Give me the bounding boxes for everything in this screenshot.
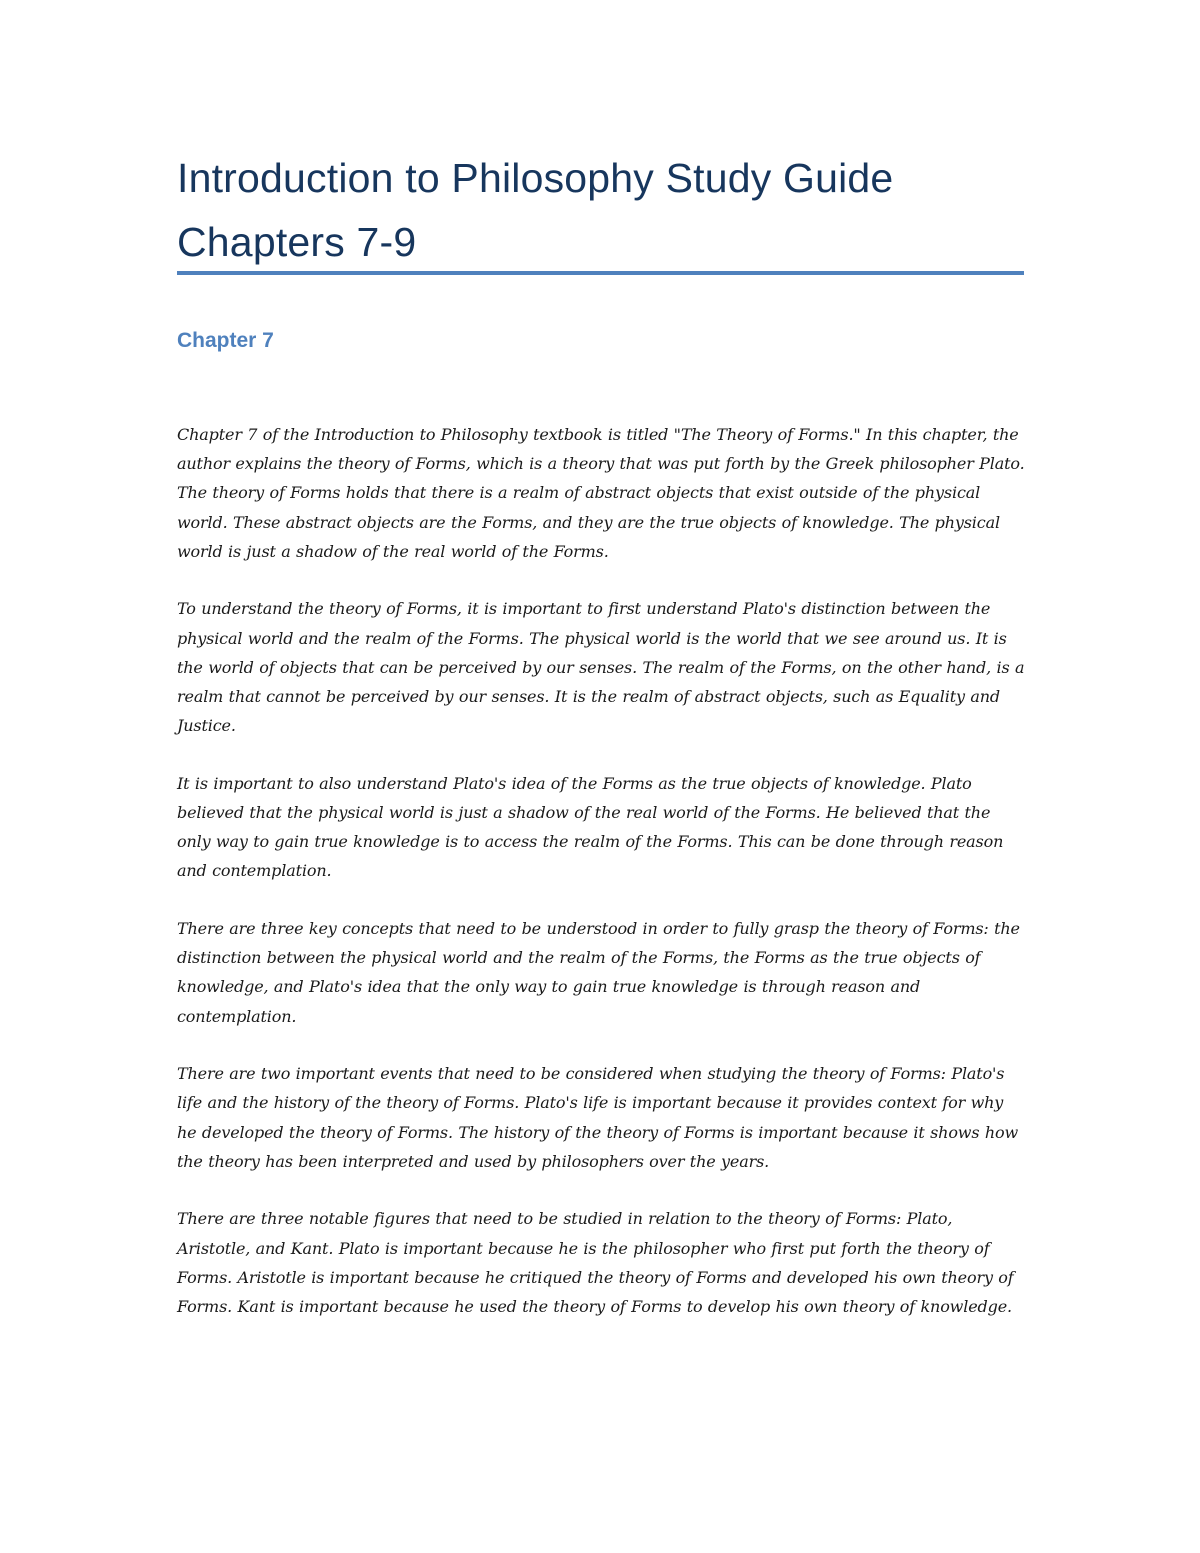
- paragraph-4: There are three key concepts that need to be understood in order to fully grasp the theory of Forms: the distinction between the physical world and the realm of the Forms, the Forms as the true objects of knowledge, and Plato's idea that the only way to gain true knowledge is through reason and contemplation.: [177, 919, 1020, 1026]
- title-block: [177, 146, 1027, 274]
- paragraph-5: There are two important events that need to be considered when studying the theory of Forms: Plato's life and the history of the theory of Forms. Plato's life is important because it provides context for why he developed the theory of Forms. The history of the theory of Forms is important because it shows how the theory has been interpreted and used by philosophers over the years.: [177, 1064, 1019, 1171]
- paragraph-1: Chapter 7 of the Introduction to Philosophy textbook is titled "The Theory of Forms." In this chapter, the author explains the theory of Forms, which is a theory that was put forth by the Greek philosopher Plato. The theory of Forms holds that there is a realm of abstract objects that exist outside of the physical world. These abstract objects are the Forms, and they are the true objects of knowledge. The physical world is just a shadow of the real world of the Forms.: [177, 425, 1025, 561]
- document-title: [177, 146, 1027, 274]
- title-line-2: Chapters 7-9: [177, 219, 417, 265]
- paragraph-2: To understand the theory of Forms, it is important to first understand Plato's distinction between the physical world and the realm of the Forms. The physical world is the world that we see around us. It is the world of objects that can be perceived by our senses. The realm of the Forms, on the other hand, is a realm that cannot be perceived by our senses. It is the realm of abstract objects, such as Equality and Justice.: [177, 599, 1025, 736]
- title-underline-rule: [177, 271, 1024, 275]
- chapter-heading: Chapter 7: [177, 329, 274, 352]
- paragraph-6: There are three notable figures that need to be studied in relation to the theory of Forms: Plato, Aristotle, and Kant. Plato is important because he is the philosopher who first put forth the theory of Forms. Aristotle is important because he critiqued the theory of Forms and developed his own theory of Forms. Kant is important because he used the theory of Forms to develop his own theory of knowledge.: [177, 1209, 1014, 1317]
- paragraph-3: It is important to also understand Plato's idea of the Forms as the true objects of knowledge. Plato believed that the physical world is just a shadow of the real world of the Forms. He believed that the only way to gain true knowledge is to access the realm of the Forms. This can be done through reason and contemplation.: [177, 773, 1004, 881]
- body-text: [177, 420, 1027, 1350]
- title-line-1: Introduction to Philosophy Study Guide: [177, 155, 894, 201]
